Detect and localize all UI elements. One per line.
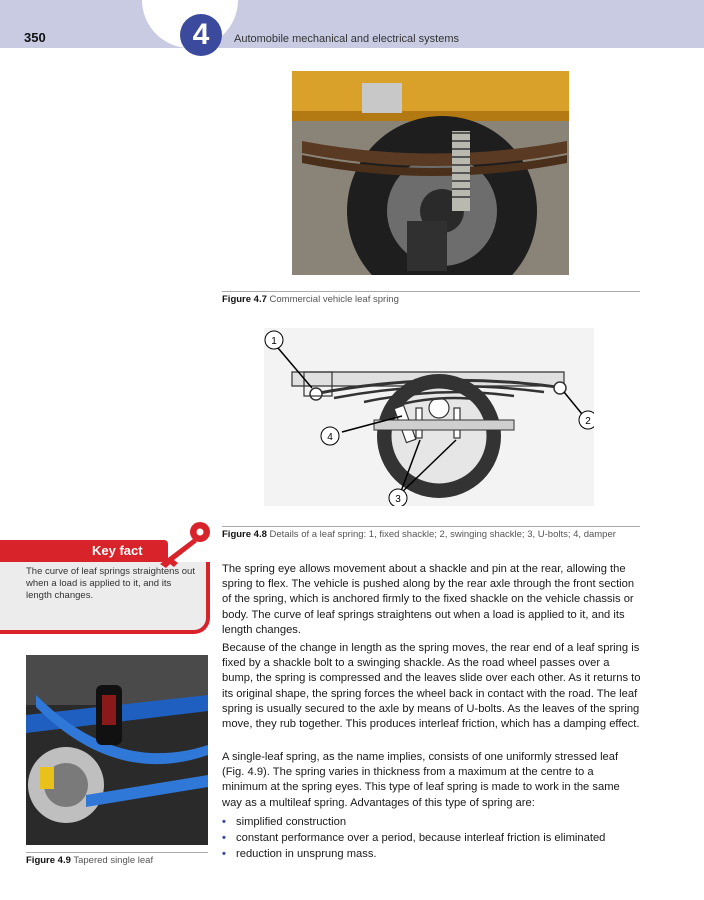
running-head: Automobile mechanical and electrical systems [234,33,459,45]
callout-2-label: 2 [585,416,591,427]
figure-4-9-label: Figure 4.9 [26,855,71,866]
advantages-list [222,814,642,862]
body-paragraph-2 [222,641,642,732]
callout-4-label: 4 [327,432,333,443]
figure-4-9-rule [26,852,208,853]
body-paragraph-3 [222,750,642,811]
callout-1 [265,331,283,349]
key-fact-title: Key fact [92,543,143,558]
leaf-spring-photo-illustration [292,71,569,275]
figure-4-8-caption-text: Details of a leaf spring: 1, fixed shackle; 2, swinging shackle; 3, U-bolts; 4, damper [269,529,616,540]
list-item: • reduction in unsprung mass. [222,846,642,862]
list-item: • constant performance over a period, because interleaf friction is eliminated [222,830,642,846]
figure-4-7-photo [292,71,569,275]
paragraph-3-text: A single-leaf spring, as the name implies, consists of one uniformly stressed leaf (Fig. 4.9). The spring varies in thickness from a maximum at the centre to a minimum at the spring eyes. This type of leaf spring is made to work in the same way as a multileaf spring. Advantages of this type of spring are: [222,751,620,809]
figure-4-7-rule [222,291,640,292]
figure-4-9-caption-text: Tapered single leaf [73,855,154,866]
body-paragraph-1 [222,562,642,638]
paragraph-1-text: The spring eye allows movement about a shackle and pin at the rear, allowing the spring to flex. The vehicle is pushed along by the rear axle through the front section of the spring, which is anchored firmly to the fixed shackle on the vehicle chassis or body. The curve of leaf springs straightens out when a load is applied to it, and its length changes. [222,563,635,636]
chapter-number-badge: 4 [180,14,222,56]
figure-4-9-photo [26,655,208,845]
callout-2 [579,411,594,429]
callout-3 [389,489,407,506]
paragraph-2-text: Because of the change in length as the spring moves, the rear end of a leaf spring is fixed by a shackle bolt to a swinging shackle. As the road wheel passes over a bump, the spring is compressed and the leaves slide over each other. As it returns to its original shape, the spring forces the wheel back in contact with the road. The leaf spring is usually secured to the axle by means of U-bolts. As the leaves of the spring move, they rub together. This produces interleaf friction, which has a damping effect. [222,642,641,731]
figure-4-7-caption [222,294,399,305]
callout-1-label: 1 [271,336,277,347]
key-icon [152,520,212,570]
figure-4-8-diagram [264,328,594,506]
fixed-shackle-shape [310,388,322,400]
figure-4-8-label: Figure 4.8 [222,529,267,540]
figure-4-8-rule [222,526,640,527]
figure-4-8-caption [222,529,616,540]
callout-3-label: 3 [395,494,401,505]
page-number: 350 [24,30,46,45]
figure-4-7-caption-text: Commercial vehicle leaf spring [269,294,399,305]
callout-4 [321,427,339,445]
figure-4-9-caption [26,855,153,866]
tapered-single-leaf-illustration [26,655,208,845]
leaf-spring-diagram [264,328,594,506]
list-item: • simplified construction [222,814,642,830]
figure-4-7-label: Figure 4.7 [222,294,267,305]
key-fact-text: The curve of leaf springs straightens out when a load is applied to it, and its length changes. [26,566,195,601]
